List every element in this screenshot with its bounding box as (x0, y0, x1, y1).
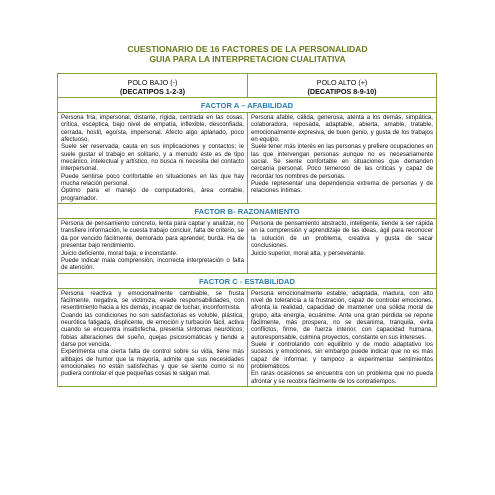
factor-c-high (247, 289, 436, 386)
interpretation-table (57, 73, 437, 387)
factor-a-low (58, 113, 247, 203)
paragraph: Persona afable, cálida, generosa, atenta a los demás, simpática, colaboradora, reposada, adaptable, abierta, amable, tratable, emocionalmente expresiva, de buen genio, y gusta de los trabajos en equipo. (251, 114, 433, 144)
paragraph: Puede representar una dependencia extrema de personas y de relaciones íntimas. (251, 180, 433, 195)
paragraph: Persona fría, impersonal, distante, rígida, centrada en las cosas, crítica, escéptica, bajo nivel de empatía, inflexible, desconfiada, cerrada, hostil, egoísta, impersonal. Afecto algo aplanado, poco afectuoso. (61, 114, 244, 144)
title-line-2: GUIA PARA LA INTERPRETACION CUALITATIVA (149, 54, 346, 64)
factor-a-heading: FACTOR A – AFABILIDAD (58, 98, 436, 113)
factor-c-low (58, 289, 247, 386)
paragraph: Puede indicar mala comprensión, incorrecta interpretación o falta de atención. (61, 256, 244, 272)
paragraph: Persona reactiva y emocionalmente cambiable, se frusta fácilmente, negativa, se victimiza, evade responsabilidades, con resentimiento hacia a los demás, incapaz de luchar, inconformista. (61, 289, 244, 312)
factor-a-high (247, 113, 436, 203)
paragraph: Experimenta una cierta falta de control sobre su vida, tiene más altibajos de humor que la mayoría, admite que sus necesidades emocionales no están satisfechas y que se siente como si no pudiera controlar el que pequeñas cosas le salgan mal. (61, 348, 244, 378)
paragraph: Persona emocionalmente estable, adaptada, madura, con alto nivel de tolerancia a la frustración, capaz de controlar emociones, afronta la realidad, capacidad de mantener una sólida moral de grupo, alta energía, ecuánime. Ante una gran pérdida se repone fácilmente, más prospera, no se desanima, tranquila, evita conflictos, firme, de fuerza interior, con capacidad humana, autoresponsable, culmina proyectos, constante en sus intereses. (251, 289, 433, 341)
header-high-pole (247, 74, 436, 97)
paragraph: Suele ser reservada, cauta en sus implicaciones y contactos; le suele gustar el trabajo en solitario, y a menudo éste es de tipo mecánico, intelectual y artístico, no busca ni necesita del contacto interpersonal. (61, 143, 244, 173)
header-low-label: POLO BAJO (-) (127, 78, 178, 87)
header-high-label: POLO ALTO (+) (316, 78, 368, 87)
paragraph: Puede sentirse poco confortable en situaciones en las que hay mucha relación personal. (61, 172, 244, 188)
paragraph: Cuando las condiciones no son satisfactorias es voluble, plástica, neurótica fatigada, displicente, de emoción y turbación fácil, activa cuando se encuentra insatisfecha, presenta síntomas neuróticos; fobias alteraciones del sueño, quejas psicosomáticas y tiende a darse por vencida. (61, 311, 244, 348)
paragraph: Persona de pensamiento abstracto, inteligente, tiende a ser rápida en la comprensión y aprendizaje de las ideas, ágil para reconocer la solución de un problema, creativa y gusta de sacar conclusiones. (251, 220, 433, 250)
paragraph: Juicio deficiente, moral baja, e inconstante. (61, 249, 178, 257)
table-header-row (58, 74, 436, 98)
factor-c-row (58, 289, 436, 386)
paragraph: Suele tener más interés en las personas y prefiere ocupaciones en las que intervengan personas aunque no es necesariamente social. Se siente confortable en situaciones que demanden cercanía personal. Poco temeroso de las críticas y capaz de recordar los nombres de personas. (251, 143, 433, 180)
factor-b-high (247, 219, 436, 272)
factor-b-heading: FACTOR B- RAZONAMIENTO (58, 204, 436, 219)
paragraph: Persona de pensamiento concreto, lenta para captar y analizar, no transfiere información, le cuesta trabajo concluir, falta de criterio, se da por vencido fácilmente, demorado para aprender, burda. Ha de presentar bajo rendimiento. (61, 220, 244, 250)
factor-b-low (58, 219, 247, 272)
factor-a-row (58, 113, 436, 204)
paragraph: Suele ir controlando con equilibrio y de modo adaptativo los sucesos y emociones, sin embargo puede indicar que no es más capaz de informar, y tampoco a experimentar sentimientos problemáticos. (251, 340, 433, 370)
paragraph: Óptimo para el manejo de computadores, área contable, programador. (61, 187, 244, 202)
header-low-pole (58, 74, 247, 97)
document-title (60, 44, 435, 64)
title-line-1: CUESTIONARIO DE 16 FACTORES DE LA PERSONALIDAD (127, 44, 368, 54)
factor-c-heading: FACTOR C - ESTABILIDAD (58, 274, 436, 289)
paragraph: Juicio superior, moral alta, y perseverante. (251, 249, 366, 257)
factor-b-row (58, 219, 436, 273)
header-low-range: (DECATIPOS 1-2-3) (120, 86, 185, 96)
paragraph: En raras ocasiones se encuentra con un problema que no pueda afrontar y se recobra fácilmente de los contratiempos. (251, 370, 433, 385)
header-high-range: (DECATIPOS 8-9-10) (307, 86, 377, 96)
